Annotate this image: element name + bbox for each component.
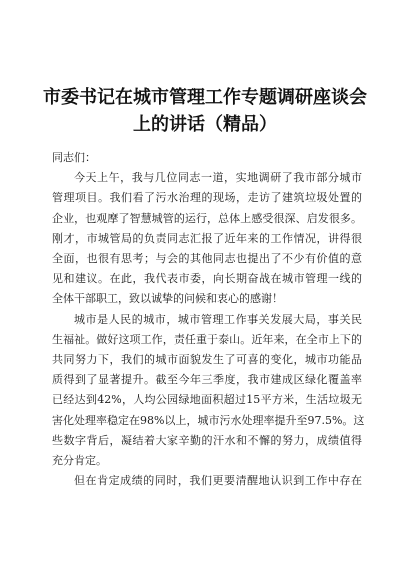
paragraph-line: 城市是人民的城市，城市管理工作事关发展大局，事关民 [74, 312, 362, 326]
paragraph-line: 全体干部职工，致以诚挚的问候和衷心的感谢！ [52, 292, 283, 306]
title-line-2: 上的讲话（精品） [133, 114, 277, 135]
paragraph-line: 共同努力下，我们的城市面貌发生了可喜的变化，城市功能品 [52, 353, 362, 367]
paragraph-line: 些数字背后，凝结着大家辛勤的汗水和不懈的努力，成绩值得 [52, 433, 362, 447]
paragraph-line: 管理项目。我们看了污水治理的现场，走访了建筑垃圾处置的 [52, 191, 362, 205]
paragraph-line: 今天上午，我与几位同志一道，实地调研了我市部分城市 [74, 171, 362, 185]
paragraph-2 [52, 310, 365, 472]
paragraph-3 [52, 471, 362, 491]
document-body [52, 148, 365, 491]
salutation: 同志们： [52, 151, 96, 164]
paragraph-line: 企业，也观摩了智慧城管的运行，总体上感受很深、启发很多。 [52, 211, 362, 225]
paragraph-line: 生福祉。做好这项工作，责任重于泰山。近年来，在全市上下的 [52, 332, 362, 346]
paragraph-line: 质得到了显著提升。截至今年三季度，我市建成区绿化覆盖率 [52, 373, 362, 387]
paragraph-line: 刚才，市城管局的负责同志汇报了近年来的工作情况，讲得很 [52, 231, 362, 245]
document-title [30, 84, 380, 138]
paragraph-line: 但在肯定成绩的同时，我们更要清醒地认识到工作中存在 [74, 474, 362, 488]
paragraph-1 [52, 168, 362, 309]
paragraph-line: 已经达到42%，人均公园绿地面积超过15平方米，生活垃圾无 [52, 393, 362, 407]
paragraph-line: 全面，也很有思考；与会的其他同志也提出了不少有价值的意 [52, 252, 362, 266]
paragraph-line: 害化处理率稳定在98%以上，城市污水处理率提升至97.5%。这 [52, 413, 365, 427]
title-line-1: 市委书记在城市管理工作专题调研座谈会 [43, 87, 367, 108]
paragraph-line: 见和建议。在此，我代表市委，向长期奋战在城市管理一线的 [52, 272, 362, 286]
paragraph-line: 充分肯定。 [52, 454, 107, 468]
